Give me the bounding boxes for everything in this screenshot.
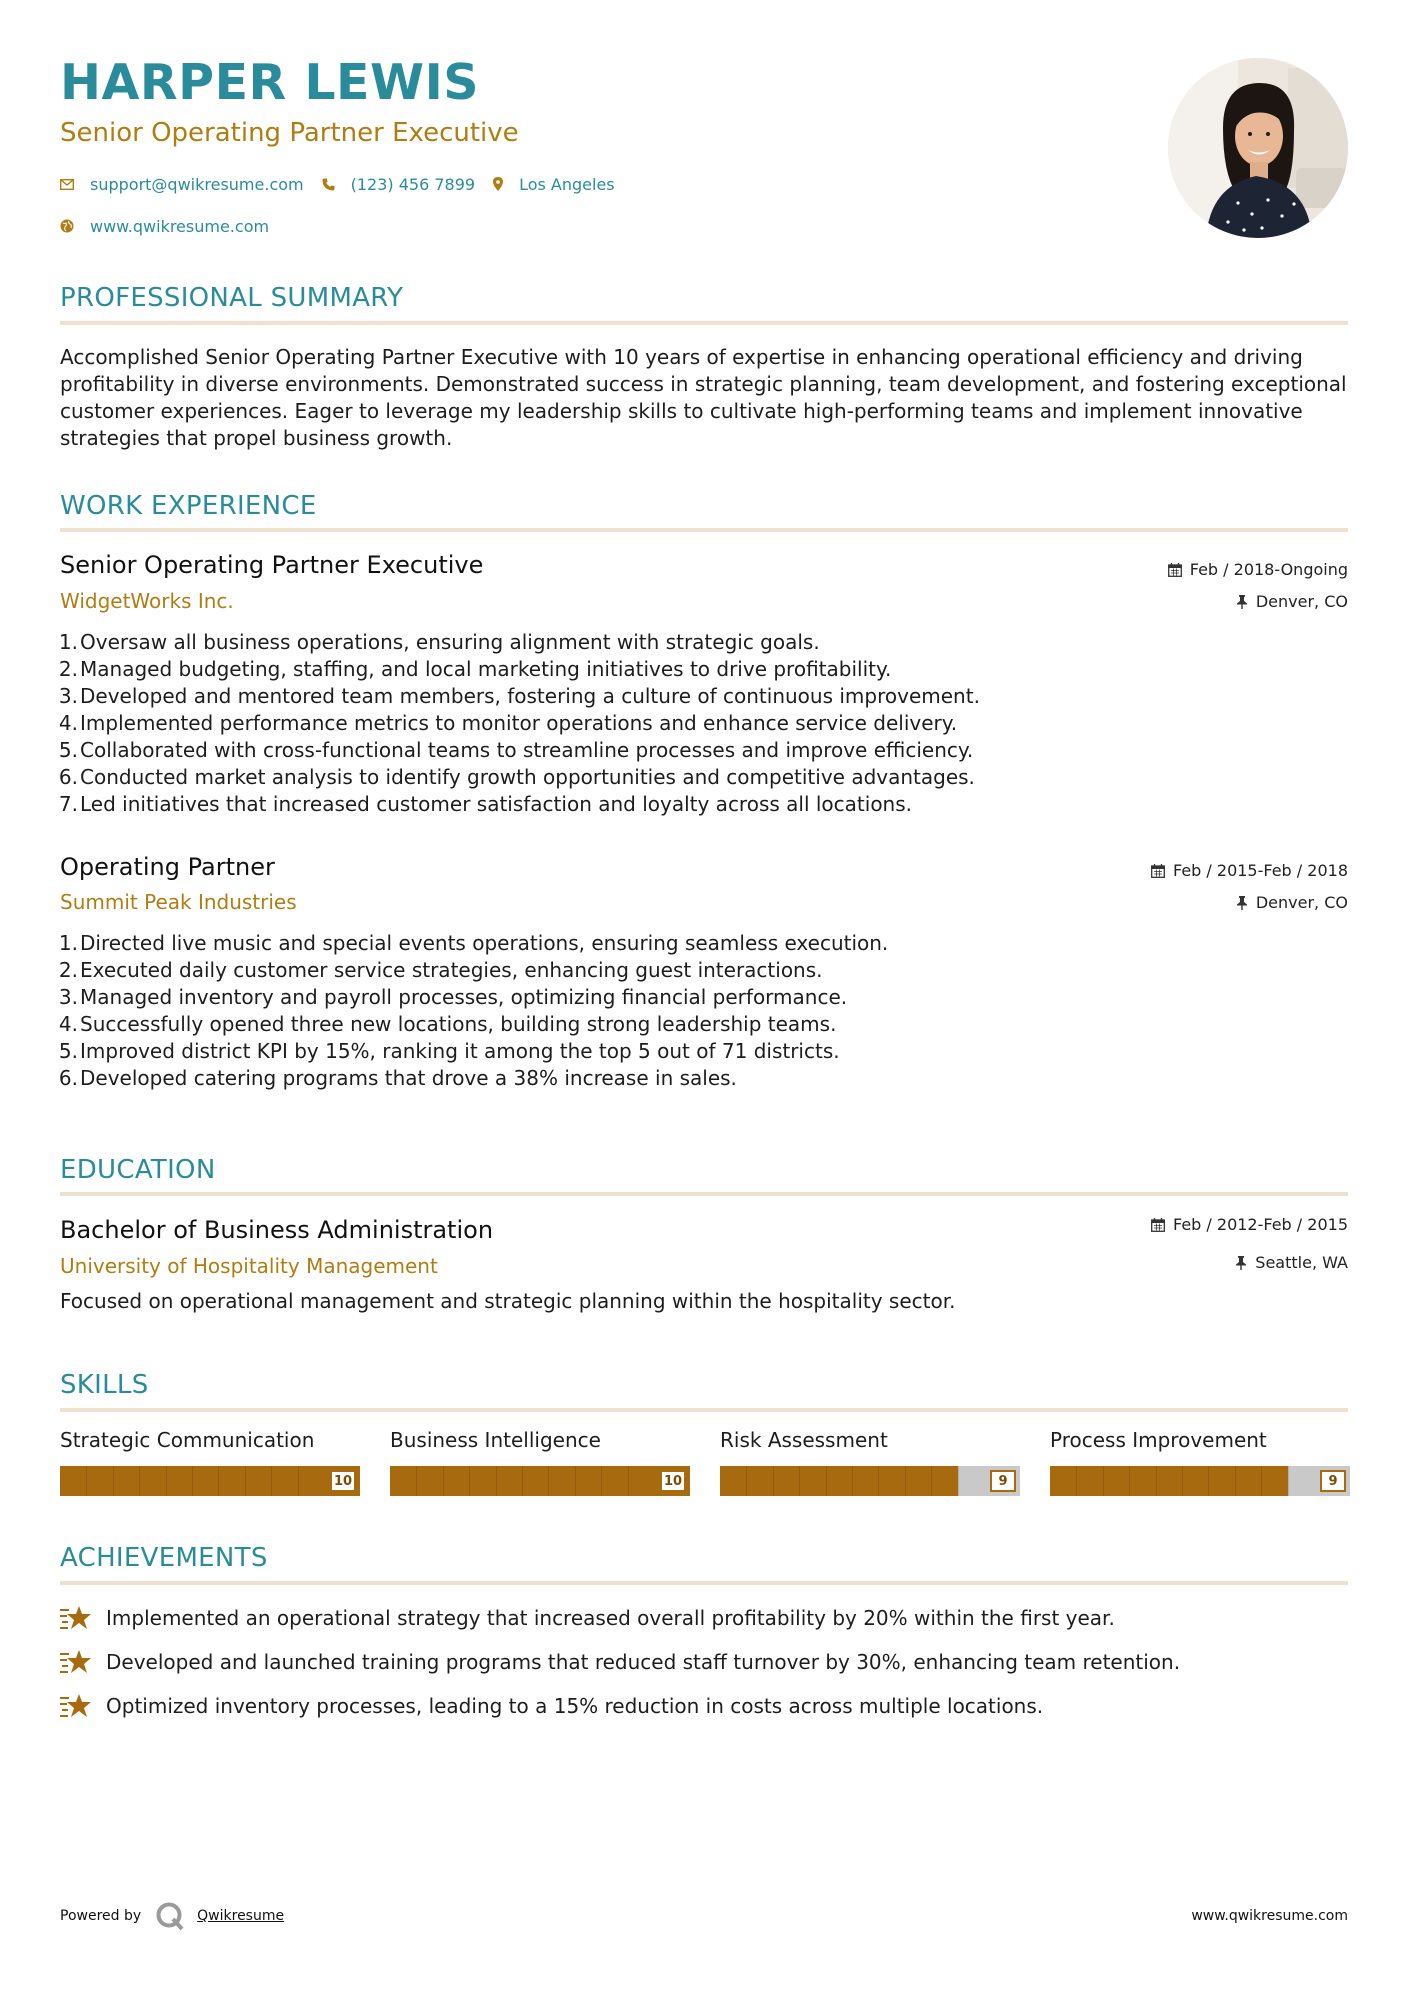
job-bullets (50, 930, 1250, 1092)
achievement-text: Developed and launched training programs that reduced staff turnover by 30%, enhancing team retention. (106, 1650, 1181, 1674)
skill-segment-divider (1076, 1466, 1077, 1496)
education-location (1235, 1255, 1348, 1271)
phone-item[interactable] (322, 175, 475, 194)
skill-level-bar (1050, 1466, 1350, 1496)
skill-name: Business Intelligence (390, 1428, 601, 1452)
skill-segment-divider (773, 1466, 774, 1496)
star-badge-icon (60, 1648, 92, 1676)
summary-text: Accomplished Senior Operating Partner Executive with 10 years of expertise in enhancing operational efficiency and driving profitability in diverse environments. Demonstrated success in strategic planning, team development, and fostering exceptional customer experiences. Eager to leverage my leadership skills to cultivate high-performing teams and implement innovative strategies that propel business growth. (60, 345, 1347, 450)
skill-segment-divider (298, 1466, 299, 1496)
phone-icon (322, 178, 335, 191)
achievement-text: Optimized inventory processes, leading to a 15% reduction in costs across multiple locations. (106, 1694, 1044, 1718)
skill-segment-divider (1235, 1466, 1236, 1496)
skill-segment-divider (1288, 1466, 1289, 1496)
list-item: 1. Directed live music and special events operations, ensuring seamless execution. (58, 931, 889, 955)
skills-divider (60, 1408, 1348, 1412)
skill-segment-divider (469, 1466, 470, 1496)
calendar-icon (1151, 864, 1165, 878)
experience-divider (60, 528, 1348, 532)
list-item: 6. Developed catering programs that drove a 38% increase in sales. (58, 1066, 737, 1090)
education-dates-text: Feb / 2012-Feb / 2015 (1173, 1215, 1348, 1234)
star-badge-icon (60, 1692, 92, 1720)
phone-text: (123) 456 7899 (350, 174, 476, 194)
skill-level-value: 9 (1320, 1470, 1346, 1492)
skill-name: Strategic Communication (60, 1428, 315, 1452)
location-item (493, 175, 615, 194)
skill-segment-divider (443, 1466, 444, 1496)
skill-segment-divider (905, 1466, 906, 1496)
job-bullets (50, 629, 1250, 818)
pushpin-icon (1235, 1256, 1247, 1270)
website-text: www.qwikresume.com (90, 216, 270, 236)
list-item: 3. Managed inventory and payroll processes, optimizing financial performance. (58, 985, 848, 1009)
qwikresume-link[interactable]: Qwikresume (197, 1908, 285, 1924)
list-item: 5. Collaborated with cross-functional teams to streamline processes and improve efficiency. (58, 738, 974, 762)
skill-segment-divider (113, 1466, 114, 1496)
skill-name: Risk Assessment (720, 1428, 888, 1452)
achievements-divider (60, 1581, 1348, 1585)
job-location-text: Denver, CO (1255, 893, 1348, 912)
skill-name: Process Improvement (1050, 1428, 1267, 1452)
school-name: University of Hospitality Management (60, 1254, 438, 1278)
skill-segment-divider (746, 1466, 747, 1496)
summary-divider (60, 321, 1348, 325)
skill-segment-divider (1156, 1466, 1157, 1496)
list-item: 3. Developed and mentored team members, fostering a culture of continuous improvement. (58, 684, 980, 708)
job-dates (1151, 863, 1348, 879)
website-row (60, 214, 287, 238)
job-dates (1168, 562, 1348, 578)
list-item: 2. Managed budgeting, staffing, and local marketing initiatives to drive profitability. (58, 657, 892, 681)
skill-level-bar (720, 1466, 1020, 1496)
list-item: 1. Oversaw all business operations, ensuring alignment with strategic goals. (58, 630, 820, 654)
skill-segment-divider (271, 1466, 272, 1496)
skill-segment-divider (218, 1466, 219, 1496)
footer-url[interactable]: www.qwikresume.com (1191, 1908, 1348, 1924)
website-item[interactable] (60, 217, 269, 236)
achievement-item (60, 1648, 1180, 1676)
experience-heading: WORK EXPERIENCE (60, 491, 317, 521)
skill-level-value: 10 (660, 1470, 686, 1492)
achievement-item (60, 1692, 1043, 1720)
job-title: Senior Operating Partner Executive (60, 551, 484, 579)
skill-level-value: 10 (330, 1470, 356, 1492)
skill-segment-divider (416, 1466, 417, 1496)
map-marker-icon (493, 177, 503, 191)
skill-level-fill (1050, 1466, 1288, 1496)
skill-level-fill (720, 1466, 958, 1496)
skill-segment-divider (548, 1466, 549, 1496)
envelope-icon (60, 179, 74, 190)
achievement-text: Implemented an operational strategy that increased overall profitability by 20% within the first year. (106, 1606, 1115, 1630)
achievements-heading: ACHIEVEMENTS (60, 1543, 268, 1573)
job-location (1236, 895, 1348, 911)
skill-segment-divider (1129, 1466, 1130, 1496)
skill-segment-divider (1261, 1466, 1262, 1496)
location-text: Los Angeles (519, 174, 615, 194)
list-item: 4. Successfully opened three new locations, building strong leadership teams. (58, 1012, 837, 1036)
skill-level-fill (60, 1466, 360, 1496)
email-text: support@qwikresume.com (90, 174, 304, 194)
skill-segment-divider (86, 1466, 87, 1496)
job-company: WidgetWorks Inc. (60, 589, 234, 613)
skill-segment-divider (628, 1466, 629, 1496)
summary-heading: PROFESSIONAL SUMMARY (60, 283, 404, 313)
education-dates (1151, 1217, 1348, 1233)
star-badge-icon (60, 1604, 92, 1632)
job-title: Operating Partner (60, 853, 275, 881)
skill-segment-divider (245, 1466, 246, 1496)
achievement-item (60, 1604, 1115, 1632)
list-item: 7. Led initiatives that increased customer satisfaction and loyalty across all locations. (58, 792, 913, 816)
job-dates-text: Feb / 2015-Feb / 2018 (1173, 861, 1348, 880)
pushpin-icon (1236, 896, 1248, 910)
list-item: 2. Executed daily customer service strategies, enhancing guest interactions. (58, 958, 823, 982)
degree-title: Bachelor of Business Administration (60, 1216, 494, 1244)
education-divider (60, 1192, 1348, 1196)
skill-segment-divider (1208, 1466, 1209, 1496)
powered-by-label: Powered by (60, 1908, 142, 1924)
globe-icon (60, 219, 74, 233)
qwikresume-logo-icon (155, 1901, 185, 1931)
skill-segment-divider (166, 1466, 167, 1496)
job-dates-text: Feb / 2018-Ongoing (1189, 560, 1348, 579)
skill-level-value: 9 (990, 1470, 1016, 1492)
skills-heading: SKILLS (60, 1370, 149, 1400)
skill-segment-divider (878, 1466, 879, 1496)
skill-level-bar (390, 1466, 690, 1496)
skill-segment-divider (931, 1466, 932, 1496)
candidate-name: HARPER LEWIS (60, 54, 480, 111)
skill-segment-divider (958, 1466, 959, 1496)
skill-segment-divider (575, 1466, 576, 1496)
job-location-text: Denver, CO (1255, 592, 1348, 611)
list-item: 4. Implemented performance metrics to monitor operations and enhance service delivery. (58, 711, 958, 735)
skill-segment-divider (522, 1466, 523, 1496)
skill-segment-divider (1182, 1466, 1183, 1496)
skill-segment-divider (826, 1466, 827, 1496)
pushpin-icon (1236, 595, 1248, 609)
calendar-icon (1151, 1218, 1165, 1232)
job-company: Summit Peak Industries (60, 890, 297, 914)
contact-row (60, 172, 633, 196)
list-item: 5. Improved district KPI by 15%, ranking it among the top 5 out of 71 districts. (58, 1039, 840, 1063)
education-description: Focused on operational management and strategic planning within the hospitality sector. (60, 1289, 956, 1313)
skill-segment-divider (601, 1466, 602, 1496)
education-heading: EDUCATION (60, 1155, 216, 1185)
job-location (1236, 594, 1348, 610)
skill-segment-divider (139, 1466, 140, 1496)
calendar-icon (1168, 563, 1182, 577)
skill-segment-divider (852, 1466, 853, 1496)
education-location-text: Seattle, WA (1255, 1253, 1348, 1272)
list-item: 6. Conducted market analysis to identify growth opportunities and competitive advantages. (58, 765, 975, 789)
skill-segment-divider (192, 1466, 193, 1496)
profile-photo (1168, 58, 1348, 238)
skill-level-fill (390, 1466, 690, 1496)
powered-by (60, 1901, 284, 1931)
skill-segment-divider (799, 1466, 800, 1496)
candidate-title: Senior Operating Partner Executive (60, 118, 519, 148)
skill-segment-divider (1103, 1466, 1104, 1496)
skill-level-bar (60, 1466, 360, 1496)
skill-segment-divider (496, 1466, 497, 1496)
email-item[interactable] (60, 175, 304, 194)
